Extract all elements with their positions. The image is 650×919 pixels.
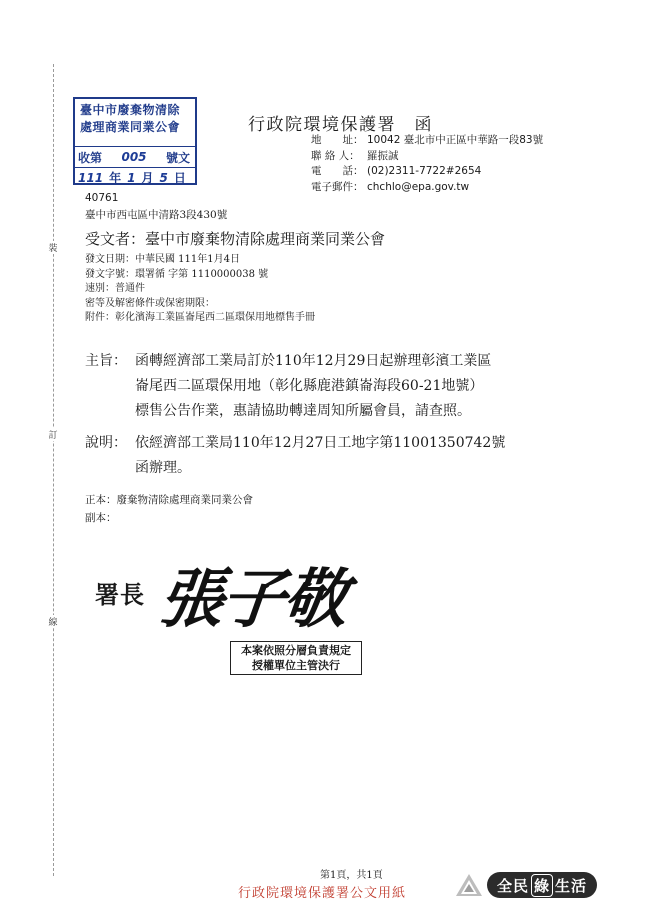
authorization-box xyxy=(230,641,362,675)
watermark-text: 全民 xyxy=(497,876,530,895)
authorization-line: 本案依照分層負責規定 xyxy=(241,644,351,657)
authorization-line: 授權單位主管決行 xyxy=(252,659,340,672)
contact-value: 羅振誠 xyxy=(367,149,399,162)
copies-section xyxy=(85,491,253,527)
contact-value: chchlo@epa.gov.tw xyxy=(367,180,470,193)
contact-label: 電 話： xyxy=(311,165,364,177)
binding-line xyxy=(53,64,54,876)
stamp-receipt-label: 收第 xyxy=(78,150,103,165)
contact-row xyxy=(311,149,543,165)
contact-value: (02)2311-7722#2654 xyxy=(367,165,482,177)
receipt-stamp xyxy=(73,97,197,185)
footer-title: 行政院環境保護署公文用紙 xyxy=(238,886,407,901)
meta-speed: 速別：普通件 xyxy=(85,283,145,294)
subject-label: 主旨： xyxy=(85,353,127,369)
original-recipient: 正本：廢棄物清除處理商業同業公會 xyxy=(85,494,253,506)
document-meta xyxy=(85,253,315,326)
copy-recipient: 副本： xyxy=(85,512,117,524)
watermark-text: 生活 xyxy=(555,876,588,895)
mountain-icon xyxy=(455,872,483,898)
stamp-org-line-2: 處理商業同業公會 xyxy=(80,120,181,134)
meta-classification: 密等及解密條件或保密期限： xyxy=(85,297,215,309)
binding-char: 訂 xyxy=(45,428,61,441)
stamp-day: 5 xyxy=(159,170,168,185)
recipient-zip: 40761 xyxy=(85,192,119,204)
contact-label: 電子郵件： xyxy=(311,180,364,193)
contact-row xyxy=(311,180,543,196)
contact-row xyxy=(311,133,543,149)
contact-block xyxy=(311,133,543,195)
watermark-badge xyxy=(487,872,597,898)
explanation-section xyxy=(85,431,575,481)
binding-char: 線 xyxy=(45,615,61,628)
subject-line: 標售公告作業，惠請協助轉達周知所屬會員，請查照。 xyxy=(135,403,471,419)
stamp-year-label: 年 xyxy=(109,171,122,185)
stamp-org-line-1: 臺中市廢棄物清除 xyxy=(80,103,181,117)
subject-section xyxy=(85,349,575,424)
meta-doc-number: 發文字號：環署循 字第 1110000038 號 xyxy=(85,268,269,280)
agency-title: 行政院環境保護署 函 xyxy=(248,115,433,135)
recipient-address: 臺中市西屯區中清路3段430號 xyxy=(85,209,228,221)
stamp-month: 1 xyxy=(127,170,136,185)
stamp-month-label: 月 xyxy=(141,171,154,185)
binding-char: 裝 xyxy=(45,241,61,254)
page-number: 第1頁，共1頁 xyxy=(320,870,383,881)
stamp-year: 111 xyxy=(78,170,104,185)
contact-label: 地 址： xyxy=(311,134,364,146)
stamp-receipt-suffix: 號文 xyxy=(166,150,191,165)
subject-line: 崙尾西二區環保用地（彰化縣鹿港鎮崙海段60-21地號） xyxy=(135,378,484,394)
watermark-logo xyxy=(455,868,597,902)
stamp-day-label: 日 xyxy=(173,171,186,185)
contact-row xyxy=(311,164,543,180)
explanation-line: 依經濟部工業局110年12月27日工地字第11001350742號 xyxy=(135,435,506,451)
stamp-receipt-number: 005 xyxy=(121,150,147,164)
recipient-line: 受文者：臺中市廢棄物清除處理商業同業公會 xyxy=(85,230,386,248)
explanation-line: 函辦理。 xyxy=(135,460,191,476)
meta-attachment: 附件：彰化濱海工業區崙尾西二區環保用地標售手冊 xyxy=(85,312,315,323)
contact-label: 聯 絡 人： xyxy=(311,149,360,162)
subject-line: 函轉經濟部工業局訂於110年12月29日起辦理彰濱工業區 xyxy=(135,353,492,369)
signature-name: 張子敬 xyxy=(155,562,350,637)
watermark-highlight: 綠 xyxy=(531,874,553,897)
meta-date: 發文日期：中華民國 111年1月4日 xyxy=(85,254,240,265)
explanation-label: 說明： xyxy=(85,435,127,451)
signature-title: 署長 xyxy=(95,580,145,609)
contact-value: 10042 臺北市中正區中華路一段83號 xyxy=(367,134,544,146)
